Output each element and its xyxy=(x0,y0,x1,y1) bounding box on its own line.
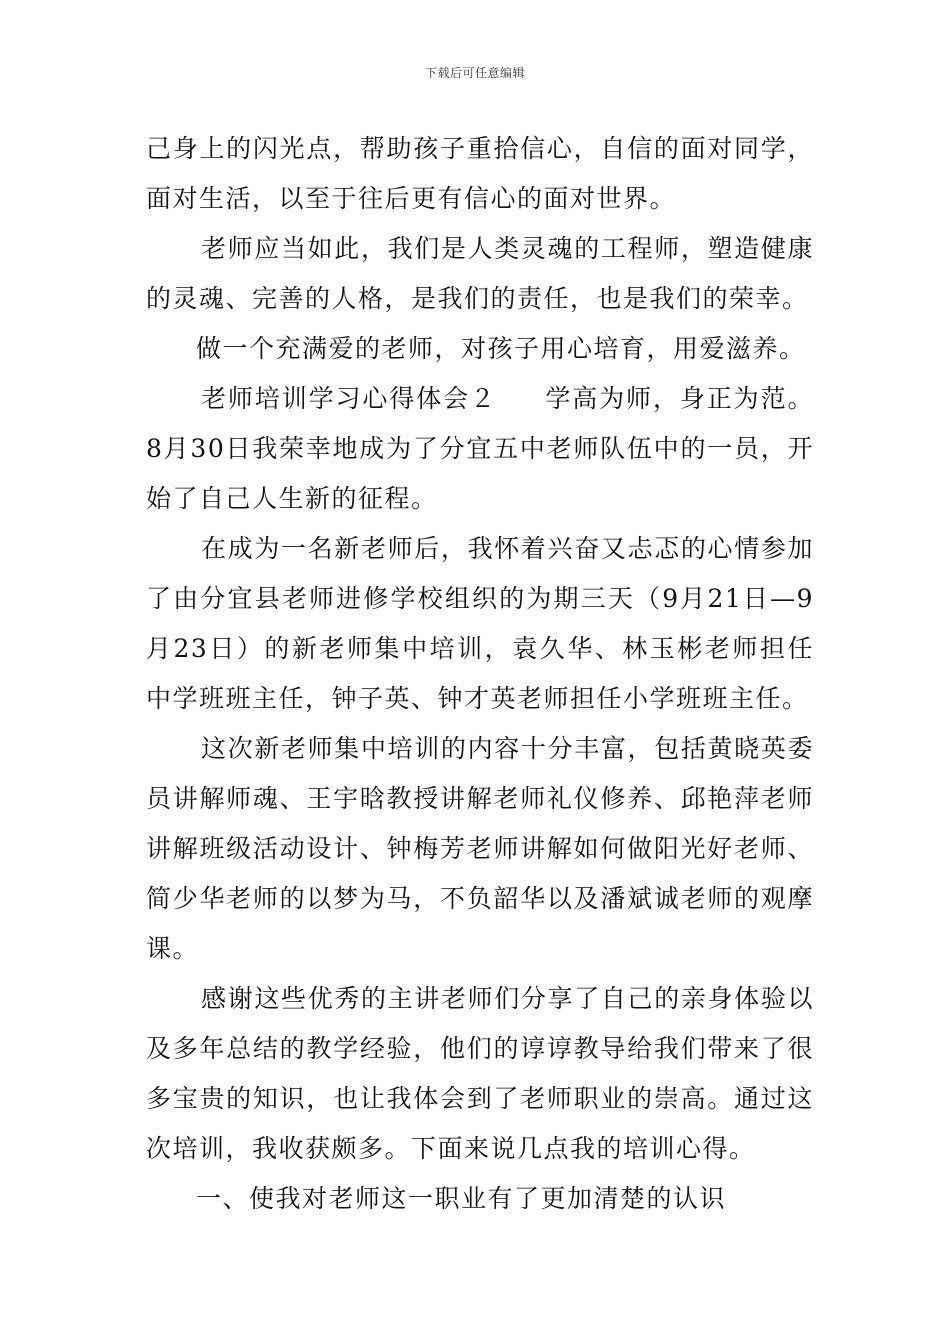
paragraph-gratitude: 感谢这些优秀的主讲老师们分享了自己的亲身体验以及多年总结的教学经验，他们的谆谆教导给我们带来了很多宝贵的知识，也让我体会到了老师职业的崇高。通过这次培训，我收获颇多。下面来说几点我的培训心得。 xyxy=(146,984,814,1163)
paragraph-loving-teacher: 做一个充满爱的老师，对孩子用心培育，用爱滋养。 xyxy=(196,334,806,363)
page-header: 下载后可任意编辑 xyxy=(424,66,525,80)
paragraph-section-heading xyxy=(146,374,814,524)
document-body xyxy=(146,124,814,1224)
section-intro: 学高为师，身正为范。8月30日我荣幸地成为了分宜五中老师队伍中的一员，开始了自己人生新的征程。 xyxy=(146,384,814,513)
paragraph-continuation: 己身上的闪光点，帮助孩子重拾信心，自信的面对同学，面对生活，以至于往后更有信心的面对世界。 xyxy=(146,134,814,213)
paragraph-training-intro: 在成为一名新老师后，我怀着兴奋又忐忑的心情参加了由分宜县老师进修学校组织的为期三天（9月21日—9月23日）的新老师集中培训，袁久华、林玉彬老师担任中学班班主任，钟子英、钟才英老师担任小学班班主任。 xyxy=(146,534,814,713)
paragraph-training-content: 这次新老师集中培训的内容十分丰富，包括黄晓英委员讲解师魂、王宇晗教授讲解老师礼仪修养、邱艳萍老师讲解班级活动设计、钟梅芳老师讲解如何做阳光好老师、简少华老师的以梦为马，不负韶华以及潘斌诚老师的观摩课。 xyxy=(146,734,814,963)
section-title: 老师培训学习心得体会２ xyxy=(201,384,497,413)
paragraph-point-one: 一、使我对老师这一职业有了更加清楚的认识 xyxy=(196,1184,727,1213)
paragraph-teacher-duty: 老师应当如此，我们是人类灵魂的工程师，塑造健康的灵魂、完善的人格，是我们的责任，也是我们的荣幸。 xyxy=(146,234,814,313)
